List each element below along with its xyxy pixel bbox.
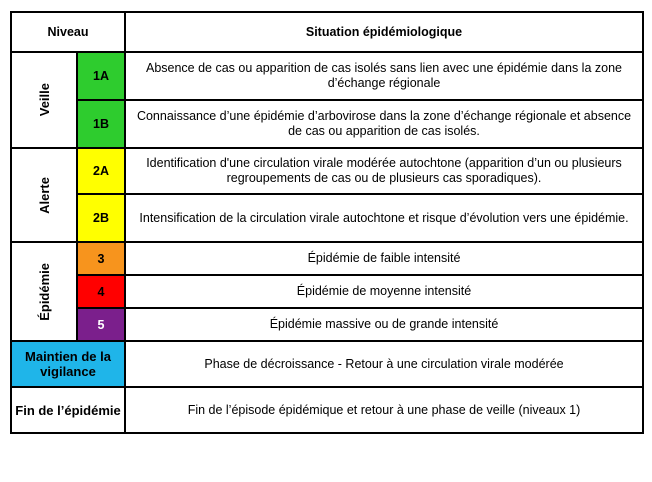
level-code: 1B	[77, 100, 125, 148]
level-description: Connaissance d’une épidémie d’arbovirose dans la zone d’échange régionale et absence de cas ou apparition de cas isolés.	[125, 100, 643, 148]
table-row	[11, 52, 643, 100]
table-row	[11, 341, 643, 387]
group-alerte	[11, 148, 77, 242]
table-row	[11, 100, 643, 148]
table-row	[11, 242, 643, 275]
table-row	[11, 275, 643, 308]
header-situation: Situation épidémiologique	[125, 12, 643, 52]
group-label: Veille	[36, 83, 52, 117]
level-description: Épidémie de faible intensité	[125, 242, 643, 275]
level-code: 3	[77, 242, 125, 275]
level-description: Épidémie massive ou de grande intensité	[125, 308, 643, 341]
group-fin: Fin de l’épidémie	[11, 387, 125, 433]
header-niveau: Niveau	[11, 12, 125, 52]
epidemic-levels-table	[10, 11, 644, 434]
level-code: 4	[77, 275, 125, 308]
table-row	[11, 148, 643, 194]
level-code: 5	[77, 308, 125, 341]
level-description: Fin de l’épisode épidémique et retour à une phase de veille (niveaux 1)	[125, 387, 643, 433]
table-row	[11, 387, 643, 433]
level-code: 2A	[77, 148, 125, 194]
group-epidemie	[11, 242, 77, 341]
level-code: 1A	[77, 52, 125, 100]
level-description: Phase de décroissance - Retour à une circulation virale modérée	[125, 341, 643, 387]
group-veille	[11, 52, 77, 148]
table-row	[11, 308, 643, 341]
level-description: Épidémie de moyenne intensité	[125, 275, 643, 308]
header-row	[11, 12, 643, 52]
table-row	[11, 194, 643, 242]
level-description: Identification d'une circulation virale modérée autochtone (apparition d’un ou plusieurs regroupements de cas ou de plusieurs cas sporadiques).	[125, 148, 643, 194]
group-maintien: Maintien de la vigilance	[11, 341, 125, 387]
level-description: Intensification de la circulation virale autochtone et risque d’évolution vers une épidémie.	[125, 194, 643, 242]
group-label: Épidémie	[36, 262, 52, 321]
group-label: Alerte	[36, 176, 52, 214]
level-code: 2B	[77, 194, 125, 242]
level-description: Absence de cas ou apparition de cas isolés sans lien avec une épidémie dans la zone d’échange régionale	[125, 52, 643, 100]
